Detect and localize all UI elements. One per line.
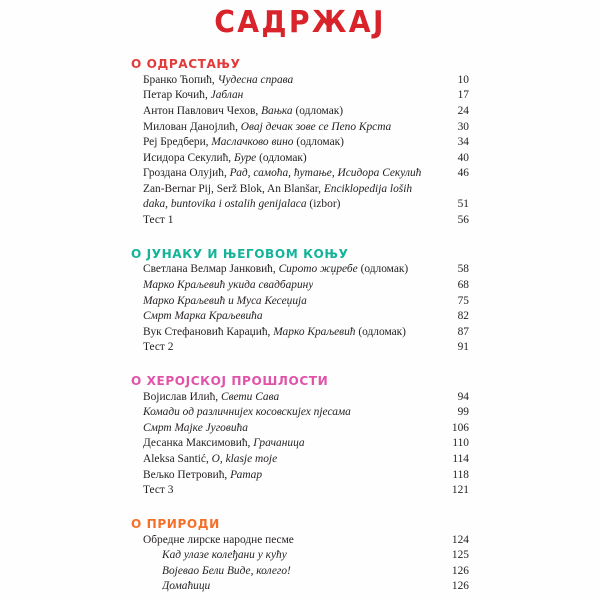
toc-entry-work-title: Грачаница	[253, 438, 305, 450]
toc-entry-author: Вук Стефановић Караџић,	[143, 326, 274, 338]
dot-leader	[280, 459, 450, 460]
toc-entry-page-number: 91	[457, 342, 469, 354]
toc-entry[interactable]	[143, 168, 469, 184]
toc-entry-work-title: Рад, самоћа, ћутање, Исидора Секулић	[229, 168, 422, 180]
toc-entry-suffix: (одломак)	[355, 326, 406, 338]
toc-entry-text	[143, 485, 173, 496]
toc-entry-text	[143, 153, 307, 164]
toc-entry-work-title: Смрт Марка Краљевића	[143, 311, 263, 323]
section-heading-o-prirodi: О ПРИРОДИ	[131, 515, 220, 531]
toc-entry-work-title: Сирото жџребе	[278, 264, 358, 276]
toc-entry-text	[143, 106, 343, 117]
toc-entry-page-number: 110	[452, 438, 469, 450]
toc-entry-work-title: Војевао Бели Виде, колего!	[162, 565, 291, 577]
toc-entry-page-number: 99	[457, 407, 469, 419]
toc-entry-page-number: 125	[451, 550, 469, 562]
toc-entry-work-title: Маслачково вино	[211, 137, 294, 149]
toc-entry-work-title: Enciklopedija loših	[323, 183, 413, 195]
toc-entry[interactable]	[143, 122, 469, 138]
entry-list-o-prirodi	[131, 535, 469, 597]
toc-entry[interactable]	[143, 280, 469, 296]
toc-entry-page-number: 75	[457, 295, 469, 307]
toc-entry-author: Вељко Петровић,	[143, 469, 231, 481]
dot-leader	[265, 475, 450, 476]
toc-entry-text	[162, 566, 291, 577]
toc-entry-page-number: 46	[457, 168, 469, 180]
toc-entry-author: Светлана Велмар Јанковић,	[143, 264, 279, 276]
toc-entry-page-number: 51	[457, 199, 469, 211]
dot-leader	[354, 412, 452, 413]
toc-entry-text	[143, 90, 243, 101]
toc-entry[interactable]	[143, 137, 469, 153]
toc-entry[interactable]	[143, 550, 469, 566]
toc-entry[interactable]	[143, 199, 469, 215]
toc-entry-work-title: Марко Краљевић	[273, 326, 356, 338]
toc-entry-page-number: 82	[457, 311, 469, 323]
dot-leader	[176, 220, 452, 221]
toc-entry-work-title: Домаћици	[162, 581, 211, 593]
dot-leader	[310, 301, 452, 302]
toc-entry-page-number: 30	[457, 121, 469, 133]
toc-entry[interactable]	[143, 535, 469, 551]
toc-entry-work-title: Чудесна справа	[217, 74, 294, 86]
toc-entry-text	[162, 550, 287, 561]
toc-entry-work-title: Вањка	[261, 105, 293, 117]
toc-entry[interactable]	[143, 454, 469, 470]
toc-entry-page-number: 34	[457, 137, 469, 149]
toc-entry-author: Десанка Максимовић,	[143, 438, 254, 450]
toc-entry-author: Гроздана Олујић,	[143, 168, 230, 180]
toc-entry-page-number: 121	[451, 485, 469, 497]
toc-entry[interactable]	[143, 153, 469, 169]
dot-leader	[297, 540, 450, 541]
toc-entry-text	[143, 423, 248, 434]
toc-entry-work-title: Марко Краљевић и Муса Кесеџија	[143, 295, 307, 307]
toc-entry-page-number: 40	[457, 152, 469, 164]
dot-leader	[347, 142, 452, 143]
section-spacer	[131, 358, 469, 373]
toc-entry-author: Реј Бредбери,	[143, 137, 212, 149]
toc-entry[interactable]	[143, 75, 469, 91]
toc-entry-work-title: Јаблан	[210, 90, 244, 102]
toc-entry-page-number: 87	[457, 326, 469, 338]
entry-list-o-herojskoj-proslosti	[131, 392, 469, 501]
toc-entry[interactable]	[143, 566, 469, 582]
dot-leader	[343, 204, 452, 205]
toc-entry-page-number: 106	[451, 422, 469, 434]
dot-leader	[308, 443, 451, 444]
dot-leader	[176, 490, 449, 491]
toc-entry-text	[143, 470, 262, 481]
toc-entry-work-title: daka, buntovika i ostalih genijalaca	[143, 199, 307, 211]
toc-sections-container	[131, 56, 469, 612]
toc-entry-page-number: 126	[451, 581, 469, 593]
toc-entry[interactable]	[143, 423, 469, 439]
toc-entry-work-title: Свети Сава	[220, 391, 280, 403]
toc-entry[interactable]	[143, 470, 469, 486]
toc-entry[interactable]	[143, 342, 469, 358]
dot-leader	[251, 428, 450, 429]
toc-entry-text	[143, 454, 277, 465]
dot-leader	[294, 571, 450, 572]
toc-entry[interactable]	[143, 90, 469, 106]
dot-leader	[213, 586, 450, 587]
dot-leader	[346, 111, 452, 112]
toc-entry-suffix: (одломак)	[256, 152, 307, 164]
toc-entry-page-number: 17	[457, 90, 469, 102]
section-heading-o-odrastanju: О ОДРАСТАЊУ	[131, 56, 241, 71]
toc-entry-work-title: Буре	[234, 152, 257, 164]
toc-entry-work-title: Ратар	[230, 469, 263, 481]
toc-entry[interactable]	[143, 581, 469, 597]
toc-entry-author: Тест 2	[143, 342, 174, 354]
page-title: САДРЖАЈ	[214, 5, 386, 40]
toc-entry-page-number: 10	[457, 74, 469, 86]
toc-entry-text	[143, 311, 263, 322]
toc-entry[interactable]	[143, 215, 469, 231]
toc-entry[interactable]	[143, 106, 469, 122]
toc-entry-work-title: Смрт Мајке Југовића	[143, 422, 248, 434]
toc-entry-author: Бранко Ћопић,	[143, 74, 218, 86]
toc-entry[interactable]	[143, 264, 469, 280]
toc-entry-page-number: 94	[457, 391, 469, 403]
dot-leader	[310, 158, 452, 159]
toc-entry-suffix: (одломак)	[293, 137, 344, 149]
toc-entry-author: Антон Павлович Чехов,	[143, 105, 262, 117]
section-heading-o-junaku: О ЈУНАКУ И ЊЕГОВОМ КОЊУ	[131, 245, 349, 261]
dot-leader	[246, 95, 452, 96]
toc-entry-text	[143, 342, 173, 353]
toc-entry-author: Žan-Bernar Pij, Serž Blok, An Blanšar,	[143, 183, 324, 195]
toc-section-o-odrastanju	[131, 56, 469, 231]
section-spacer	[131, 231, 469, 246]
toc-entry-page-number: 118	[452, 469, 469, 481]
dot-leader	[282, 397, 452, 398]
toc-entry-author: Милован Данојлић,	[143, 121, 241, 133]
toc-entry-page-number: 114	[452, 454, 469, 466]
toc-entry-text	[143, 535, 294, 546]
entry-list-o-junaku	[131, 264, 469, 358]
dot-leader	[290, 555, 450, 556]
toc-entry[interactable]	[143, 392, 469, 408]
dot-leader	[415, 189, 452, 190]
toc-entry[interactable]	[143, 311, 469, 327]
toc-entry-work-title: O, klasje moje	[211, 454, 278, 466]
toc-entry-page-number: 56	[457, 215, 469, 227]
toc-entry-author: Тест 1	[143, 215, 174, 227]
toc-entry-page-number: 124	[451, 534, 469, 546]
section-spacer	[131, 501, 469, 516]
toc-entry[interactable]	[143, 296, 469, 312]
toc-entry-author: Тест 3	[143, 485, 174, 497]
toc-section-o-herojskoj-proslosti	[131, 373, 469, 501]
toc-entry-text	[143, 215, 173, 226]
toc-entry-author: Петар Кочић,	[143, 90, 211, 102]
toc-entry-page-number: 58	[457, 264, 469, 276]
toc-entry-suffix: (одломак)	[357, 264, 409, 276]
dot-leader	[409, 332, 452, 333]
dot-leader	[394, 127, 452, 128]
toc-entry-author: Обредне лирске народне песме	[143, 534, 294, 546]
toc-entry[interactable]	[143, 485, 469, 501]
dot-leader	[176, 347, 452, 348]
toc-entry-text	[143, 122, 391, 133]
toc-entry-text	[143, 392, 279, 403]
entry-list-o-odrastanju	[131, 75, 469, 231]
toc-entry-suffix: (одломак)	[292, 105, 344, 117]
toc-entry-page-number: 126	[451, 565, 469, 577]
toc-entry-text	[143, 137, 344, 148]
dot-leader	[424, 173, 452, 174]
toc-entry-work-title: Марко Краљевић укида свадбарину	[143, 280, 314, 291]
toc-entry-work-title: Овај дечак зове се Пепо Крста	[240, 121, 392, 133]
toc-entry-author: Aleksa Šantić,	[143, 454, 212, 466]
toc-section-o-junaku	[131, 246, 469, 358]
toc-entry[interactable]	[143, 407, 469, 423]
toc-section-o-prirodi	[131, 516, 469, 597]
toc-entry-author: Војислав Илић,	[143, 391, 221, 403]
toc-entry-author: Исидора Секулић,	[143, 152, 234, 164]
toc-entry-text	[143, 75, 293, 86]
dot-leader	[296, 80, 452, 81]
toc-entry-text	[143, 199, 340, 210]
section-heading-o-herojskoj-proslosti: О ХЕРОЈСКОЈ ПРОШЛОСТИ	[131, 372, 329, 388]
toc-entry[interactable]	[143, 327, 469, 343]
toc-entry-text	[143, 264, 408, 275]
section-spacer	[131, 597, 469, 612]
toc-entry[interactable]	[143, 438, 469, 454]
toc-entry-work-title: Комади од различнијех косовскијех пјесама	[143, 407, 351, 419]
toc-entry-work-title: Кад улазе колеђани у кућу	[162, 550, 287, 562]
toc-entry-text	[143, 407, 351, 418]
toc-entry-page-number: 68	[457, 280, 469, 291]
toc-entry[interactable]	[143, 184, 469, 200]
toc-entry-text	[143, 438, 305, 449]
toc-entry-suffix: (izbor)	[306, 199, 341, 211]
dot-leader	[411, 269, 452, 270]
toc-entry-text	[162, 581, 210, 592]
toc-entry-page-number: 24	[457, 105, 469, 117]
dot-leader	[316, 285, 452, 286]
dot-leader	[266, 316, 452, 317]
toc-entry-text	[143, 184, 412, 195]
toc-entry-text	[143, 296, 307, 307]
toc-entry-text	[143, 168, 421, 179]
toc-entry-text	[143, 280, 313, 291]
toc-entry-text	[143, 327, 406, 338]
